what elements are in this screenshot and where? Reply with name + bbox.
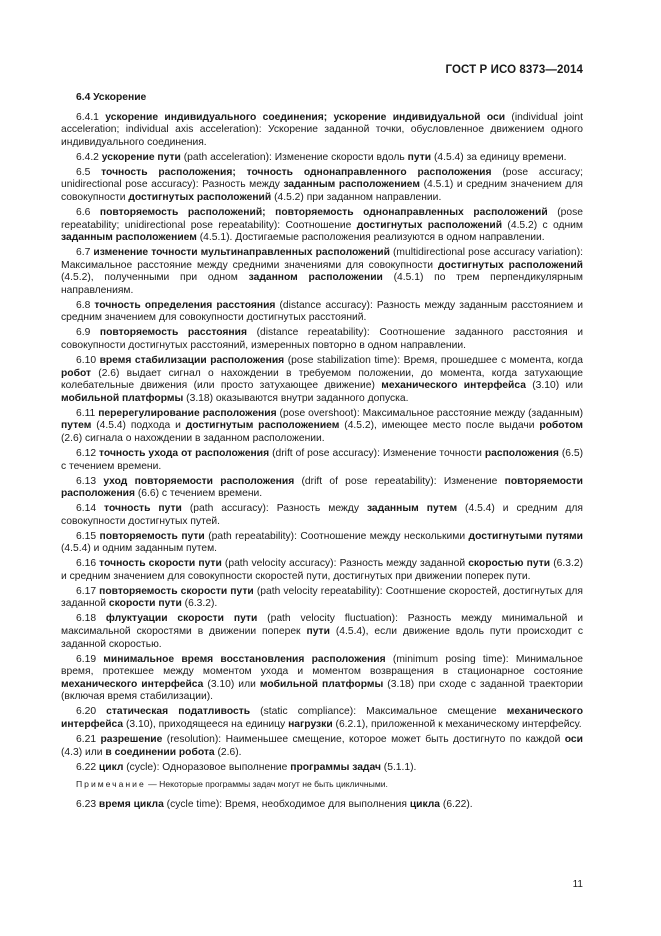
term: разрешение: [100, 733, 163, 745]
term: в соединении робота: [105, 746, 215, 758]
text-run: (2.6) сигнала о нахождении в заданном расположении.: [61, 432, 325, 444]
term: путем: [61, 420, 92, 432]
text-run: 6.21: [76, 733, 101, 745]
text-run: (4.5.2), полученными при одном: [61, 272, 249, 284]
term: цикл: [98, 761, 124, 773]
term: механического интерфейса: [61, 706, 583, 730]
text-run: (cycle time): Время, необходимое для выполнения: [163, 799, 410, 811]
text-run: (4.5.2) с одним: [502, 219, 583, 231]
paragraph: [61, 586, 583, 611]
note-label: Примечание: [76, 779, 146, 790]
term: пути: [306, 626, 330, 638]
text-run: 6.22: [76, 761, 99, 773]
text-run: (2.6).: [214, 746, 242, 758]
text-run: (4.5.1). Достигаемые расположения реализуются в одном направлении.: [196, 232, 545, 244]
paragraph: [61, 503, 583, 528]
term: время стабилизации расположения: [99, 355, 285, 367]
term: программы задач: [290, 761, 381, 773]
document-header: ГОСТ Р ИСО 8373—2014: [445, 64, 583, 76]
paragraph: [61, 355, 583, 405]
text-run: (6.6) с течением времени.: [135, 488, 263, 500]
term: достигнутых расположений: [356, 219, 503, 231]
text-run: (3.10) или: [203, 678, 260, 690]
note: [61, 779, 583, 790]
text-run: 6.17: [76, 585, 100, 597]
term: заданным расположением: [283, 179, 421, 191]
term: оси: [564, 733, 583, 745]
text-run: (3.18) при сходе с заданной траектории (включая время стабилизации).: [61, 678, 583, 703]
term: механического интерфейса: [381, 380, 526, 392]
paragraph: [61, 734, 583, 759]
paragraph: [61, 531, 583, 556]
paragraph: [61, 762, 583, 775]
text-run: (drift of pose repeatability): Изменение: [294, 475, 505, 487]
text-run: (4.5.2) при заданном направлении.: [271, 191, 442, 203]
term: достигнутых расположений: [128, 191, 272, 203]
term: повторяемости расположения: [61, 475, 583, 500]
term: нагрузки: [288, 718, 333, 730]
text-run: (6.5) с течением времени.: [61, 447, 583, 472]
text-run: (4.5.4) за единицу времени.: [431, 151, 567, 163]
text-run: (3.18) оказываются внутри заданного допуска.: [183, 392, 409, 404]
text-run: 6.10: [76, 355, 100, 367]
text-run: (3.10), приходящееся на единицу: [123, 718, 289, 730]
text-run: 6.12: [76, 447, 100, 459]
text-run: (4.5.4) и одним заданным путем.: [61, 543, 218, 555]
text-run: (2.6) выдает сигнал о нахождении в требуемом положении, до момента, когда затухающие колебательные движения (или просто затухающее движение): [61, 367, 583, 392]
text-run: 6.15: [76, 530, 100, 542]
term: мобильной платформы: [61, 392, 184, 404]
text-run: 6.20: [76, 706, 107, 718]
text-run: (path acceleration): Изменение скорости вдоль: [180, 151, 408, 163]
paragraph: [61, 448, 583, 473]
text-run: (4.5.4) подхода и: [91, 420, 186, 432]
term: точность скорости пути: [99, 558, 222, 570]
paragraph: [61, 654, 583, 704]
term: перерегулирование расположения: [98, 407, 277, 419]
term: повторяемость расположений; повторяемость однонаправленных расположений: [99, 206, 548, 218]
term: скоростью пути: [468, 558, 551, 570]
term: достигнутым расположением: [185, 420, 340, 432]
text-run: (6.3.2).: [181, 598, 218, 610]
text-run: (pose overshoot): Максимальное расстояние между (заданным): [276, 407, 584, 419]
paragraph: [61, 613, 583, 651]
text-run: (4.5.4), если движение вдоль пути происходит с заданной скоростью.: [61, 626, 584, 650]
page-number: 11: [572, 879, 583, 890]
text-run: (5.1.1).: [380, 761, 417, 773]
paragraph: [61, 327, 583, 352]
text-run: 6.16: [76, 558, 100, 570]
text-run: 6.5: [76, 166, 102, 178]
text-run: (cycle): Одноразовое выполнение: [123, 761, 291, 773]
paragraph: [61, 207, 583, 245]
text-run: (pose repeatability; unidirectional pose repeatability): Соотношение: [61, 206, 583, 231]
term: цикла: [409, 799, 441, 811]
term: время цикла: [98, 799, 164, 811]
term: механического интерфейса: [61, 678, 204, 690]
text-run: (multidirectional pose accuracy variation): Максимальное расстояние между средними значениями для совокупности: [61, 247, 583, 271]
term: достигнутых расположений: [438, 259, 584, 271]
text-run: (path velocity fluctuation): Разность между минимальной и максимальной скоростями в движении поперек: [61, 613, 583, 638]
term: мобильной платформы: [259, 678, 384, 690]
term: робот: [61, 367, 92, 379]
text-run: (individual joint acceleration; individual axis acceleration): Ускорение заданной точки, обусловленное движением одного индивидуального соединения.: [61, 111, 583, 148]
text-run: (minimum posing time): Минимальное время, протекшее между моментом ухода и моментом возвращения в стационарное состояние: [61, 653, 583, 678]
term: расположения: [484, 447, 559, 459]
text-run: (3.10) или: [525, 380, 583, 392]
term: заданным расположением: [61, 232, 197, 244]
paragraph: [61, 558, 583, 583]
text-run: 6.19: [76, 653, 104, 665]
term: ускорение пути: [101, 151, 181, 163]
paragraph-6-23: [61, 799, 583, 812]
text-run: 6.11: [76, 407, 99, 419]
text-run: 6.14: [76, 503, 105, 515]
text-run: (pose stabilization time): Время, прошедшее с момента, когда: [284, 355, 583, 367]
paragraph: [61, 706, 583, 731]
text-run: 6.9: [76, 327, 100, 339]
text-run: (static compliance): Максимальное смещение: [250, 706, 507, 718]
paragraph: [61, 408, 583, 446]
page-content: [61, 92, 583, 814]
text-run: 6.18: [76, 613, 106, 625]
term: пути: [407, 151, 432, 163]
text-run: (resolution): Наименьшее смещение, которое может быть достигнуто по каждой: [162, 733, 565, 745]
term: точность пути: [104, 503, 182, 515]
paragraph: [61, 167, 583, 205]
note-text: — Некоторые программы задач могут не быть цикличными.: [145, 779, 388, 790]
term: уход повторяемости расположения: [103, 475, 295, 487]
term: флуктуации скорости пути: [105, 613, 258, 625]
text-run: (path velocity accuracy): Разность между заданной: [221, 558, 469, 570]
term: изменение точности мультинаправленных расположений: [93, 247, 390, 259]
term: заданном расположении: [248, 272, 383, 284]
text-run: (6.22).: [440, 799, 473, 811]
text-run: (path velocity repeatability): Соотншение скоростей, достигнутых для заданной: [61, 585, 584, 610]
paragraph: [61, 112, 583, 150]
term: скорости пути: [108, 598, 182, 610]
text-run: (4.5.4) и средним для совокупности достигнутых путей.: [61, 503, 583, 527]
text-run: 6.23: [76, 799, 99, 811]
text-run: (4.3) или: [61, 746, 106, 758]
text-run: (path repeatability): Соотношение между несколькими: [204, 530, 469, 542]
text-run: (4.5.2), имеющее место после выдачи: [339, 420, 540, 432]
text-run: (4.5.1) и средним значением для совокупности: [61, 179, 583, 203]
text-run: (6.3.2) и средним значением для совокупности скоростей пути, достигнутых при движении поперек пути.: [61, 558, 583, 582]
term: роботом: [539, 420, 583, 432]
paragraph-list: [61, 112, 583, 775]
term: точность определения расстояния: [94, 299, 276, 311]
text-run: 6.4.1: [76, 111, 106, 123]
paragraph: [61, 300, 583, 325]
term: минимальное время восстановления расположения: [103, 653, 386, 665]
paragraph: [61, 152, 583, 165]
text-run: (drift of pose accuracy): Изменение точности: [269, 447, 485, 459]
term: повторяемость расстояния: [99, 327, 247, 339]
paragraph: [61, 247, 583, 297]
term: повторяемость пути: [99, 530, 205, 542]
text-run: (4.5.1) по трем перпендикулярным направлениям.: [61, 272, 583, 296]
term: статическая податливость: [106, 706, 251, 718]
text-run: 6.7: [76, 247, 94, 259]
term: точность ухода от расположения: [99, 447, 270, 459]
text-run: 6.6: [76, 206, 100, 218]
text-run: (pose accuracy; unidirectional pose accuracy): Разность между: [61, 166, 583, 191]
text-run: (6.2.1), приложенной к механическому интерфейсу.: [332, 718, 582, 730]
text-run: 6.13: [76, 475, 104, 487]
term: повторяемость скорости пути: [99, 585, 254, 597]
text-run: (path accuracy): Разность между: [181, 503, 367, 515]
term: заданным путем: [366, 503, 458, 515]
paragraph: [61, 476, 583, 501]
text-run: (distance accuracy): Разность между заданным расстоянием и средним значением для совокупности достигнутых расстояний.: [61, 299, 584, 324]
text-run: 6.4.2: [76, 151, 102, 163]
term: точность расположения; точность однонаправленного расположения: [101, 166, 492, 178]
term: ускорение индивидуального соединения; ускорение индивидуальной оси: [105, 111, 506, 123]
section-title: 6.4 Ускорение: [76, 92, 147, 103]
text-run: 6.8: [76, 299, 95, 311]
term: достигнутыми путями: [468, 530, 583, 542]
text-run: (distance repeatability): Соотношение заданного расстояния и совокупности достигнутых расстояний, измеренных повторно в одном направлении.: [61, 327, 583, 352]
